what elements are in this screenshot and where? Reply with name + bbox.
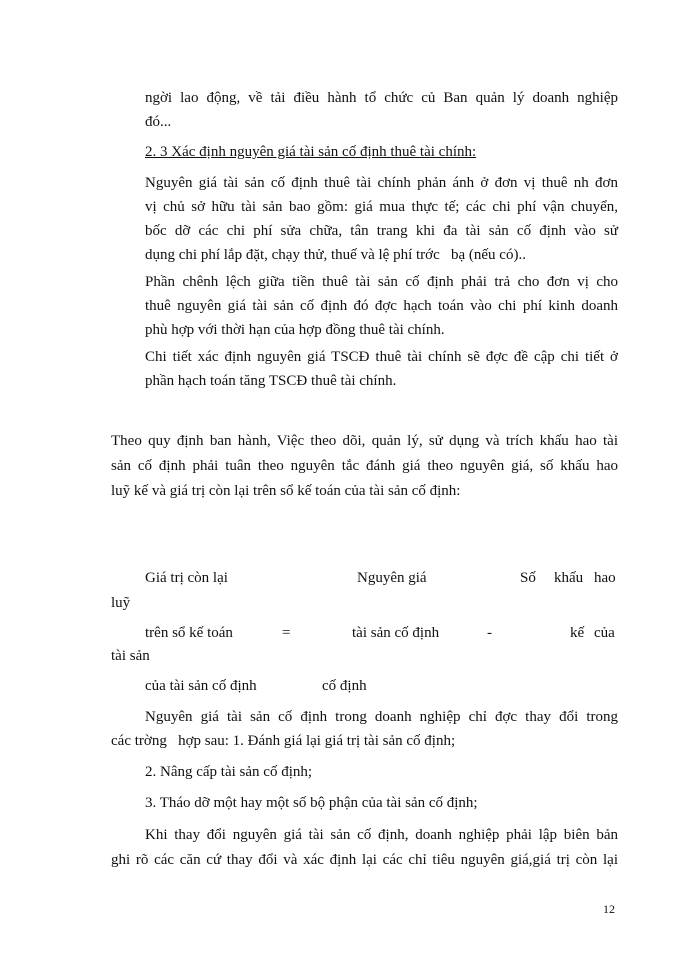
para3-line-2: phần hạch toán tăng TSCĐ thuê tài chính.: [145, 373, 397, 389]
formula-right-word-3: hao: [594, 570, 616, 586]
formula-middle-line-1: Nguyên giá: [357, 570, 427, 586]
formula-right-word-5: của: [594, 625, 615, 641]
para1-line-2: vị chủ sở hữu tài sản bao gồm: giá mua thực tế; các chi phí vận chuyển,: [145, 199, 618, 215]
section-heading: 2. 3 Xác định nguyên giá tài sản cố định thuê tài chính:: [145, 144, 477, 160]
para1-line-1: Nguyên giá tài sản cố định thuê tài chính phản ánh ở đơn vị thuê nh đơn: [145, 175, 618, 191]
para1-line-3: bốc dỡ các chi phí sửa chữa, tân trang khi đa tài sản cố định vào sử: [145, 223, 618, 239]
formula-right-word-4: kế: [570, 625, 585, 641]
para4-line-2: sản cố định phải tuân theo nguyên tắc đánh giá theo nguyên giá, số khấu hao: [111, 458, 618, 474]
formula-minus: -: [487, 625, 492, 641]
formula-left-line-3: của tài sản cố định: [145, 678, 257, 694]
para3-line-1: Chi tiết xác định nguyên giá TSCĐ thuê tài chính sẽ đợc đề cập chi tiết ở: [145, 349, 618, 365]
list-item-2: 2. Nâng cấp tài sản cố định;: [145, 764, 313, 780]
para2-line-1: Phần chênh lệch giữa tiền thuê tài sản cố định phải trả cho đơn vị cho: [145, 274, 618, 290]
formula-middle-line-3: cố định: [322, 678, 367, 694]
para5-line-2: các trờng hợp sau: 1. Đánh giá lại giá trị tài sản cố định;: [111, 733, 456, 749]
formula-right-word-2: khấu: [554, 570, 584, 586]
page-number: 12: [603, 902, 615, 916]
formula-left-line-1: Giá trị còn lại: [145, 570, 228, 586]
formula-left-line-2: trên sổ kế toán: [145, 625, 233, 641]
para6-line-2: ghi rõ các căn cứ thay đổi và xác định lại các chỉ tiêu nguyên giá,giá trị còn lại: [111, 852, 618, 868]
formula-wrap-2: tài sản: [111, 648, 150, 664]
formula-middle-line-2: tài sản cố định: [352, 625, 440, 641]
para2-line-3: phù hợp với thời hạn của hợp đồng thuê tài chính.: [145, 322, 445, 338]
para4-line-1: Theo quy định ban hành, Việc theo dõi, quản lý, sử dụng và trích khấu hao tài: [111, 433, 618, 449]
para1-line-4: dụng chi phí lắp đặt, chạy thử, thuế và lệ phí trớc bạ (nếu có)..: [145, 247, 526, 263]
intro-line-2: đó...: [145, 114, 172, 130]
formula-wrap-1: luỹ: [111, 595, 131, 611]
list-item-3: 3. Tháo dỡ một hay một số bộ phận của tài sản cố định;: [145, 795, 478, 811]
para2-line-2: thuê nguyên giá tài sản cố định đó đợc hạch toán vào chi phí kinh doanh: [145, 298, 618, 314]
formula-right-word-1: Số: [520, 570, 536, 586]
para5-line-1: Nguyên giá tài sản cố định trong doanh nghiệp chỉ đợc thay đổi trong: [145, 709, 618, 725]
para4-line-3: luỹ kế và giá trị còn lại trên sổ kế toán của tài sản cố định:: [111, 483, 461, 499]
para6-line-1: Khi thay đổi nguyên giá tài sản cố định, doanh nghiệp phải lập biên bản: [145, 827, 618, 843]
intro-line-1: ngời lao động, về tải điều hành tổ chức củ Ban quản lý doanh nghiệp: [145, 90, 618, 106]
formula-equals: =: [282, 625, 291, 641]
